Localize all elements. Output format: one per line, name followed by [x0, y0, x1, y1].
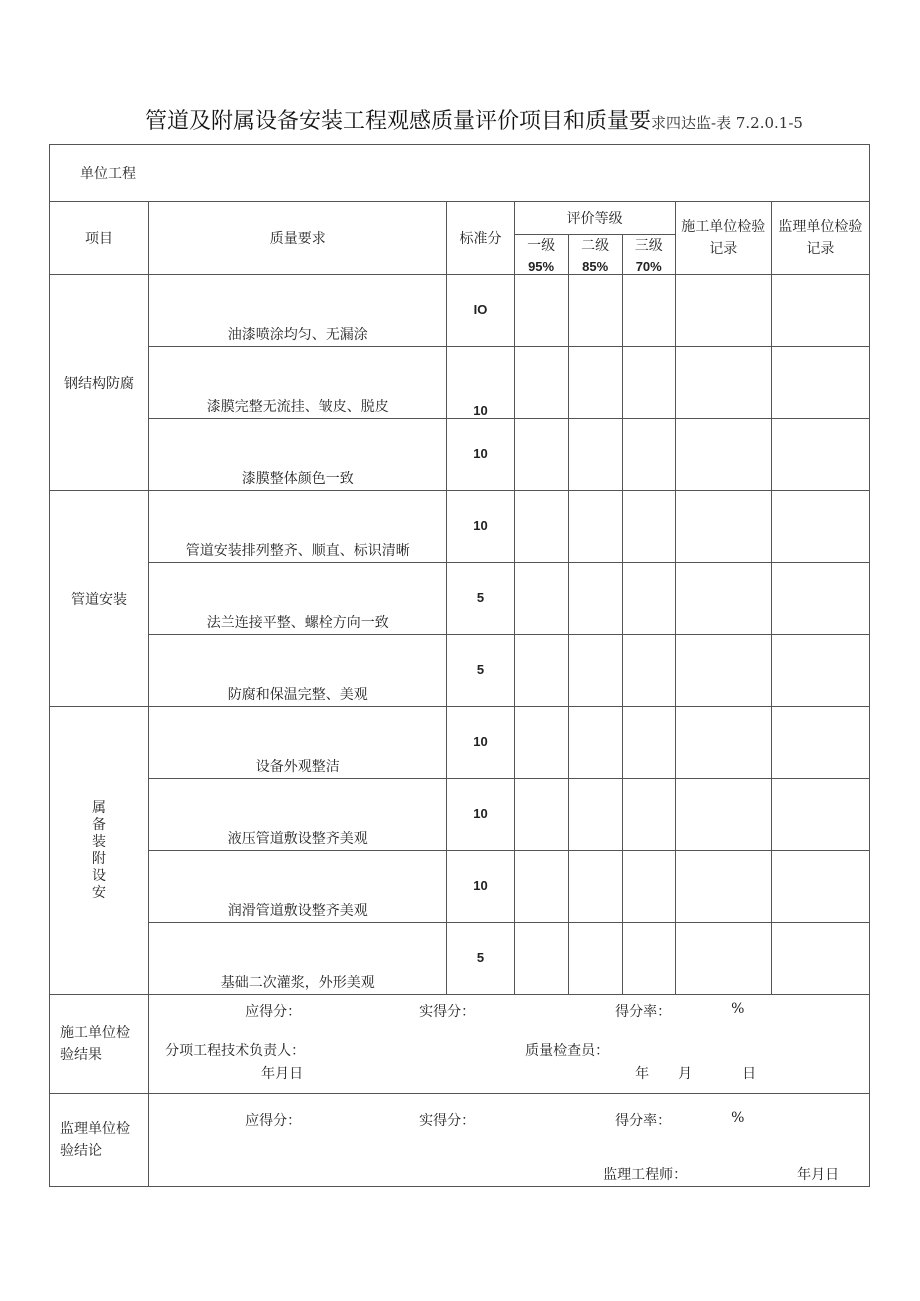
grade2-input[interactable] — [568, 923, 622, 995]
grade1-input[interactable] — [514, 347, 568, 419]
grade1-input[interactable] — [514, 851, 568, 923]
contractor-record-input[interactable] — [675, 563, 771, 635]
contractor-record-input[interactable] — [675, 635, 771, 707]
requirement-cell: 油漆喷涂均匀、无漏涂 — [149, 275, 447, 347]
sup-score-rate-label: 得分率： — [615, 1113, 672, 1129]
group-auxiliary-equipment: 属备装附设安 — [50, 707, 149, 995]
grade3-input[interactable] — [622, 779, 675, 851]
score-rate-label: 得分率： — [615, 1004, 672, 1020]
grade2-input[interactable] — [568, 635, 622, 707]
grade3-input[interactable] — [622, 923, 675, 995]
grade1-input[interactable] — [514, 419, 568, 491]
supervisor-record-input[interactable] — [771, 563, 869, 635]
supervisor-result-cell[interactable] — [149, 1094, 870, 1187]
grade2-input[interactable] — [568, 275, 622, 347]
requirement-cell: 漆膜整体颜色一致 — [149, 419, 447, 491]
table-row — [50, 923, 870, 995]
grade1-input[interactable] — [514, 707, 568, 779]
grade1-input[interactable] — [514, 563, 568, 635]
supervisor-result-label: 监理单位检验结论 — [50, 1094, 149, 1187]
contractor-record-input[interactable] — [675, 491, 771, 563]
unit-project-row — [50, 145, 870, 202]
grade2-input[interactable] — [568, 347, 622, 419]
supervisor-record-input[interactable] — [771, 779, 869, 851]
table-row — [50, 851, 870, 923]
month-label: 月 — [678, 1066, 693, 1082]
contractor-record-input[interactable] — [675, 779, 771, 851]
grade1-input[interactable] — [514, 635, 568, 707]
grade3-input[interactable] — [622, 347, 675, 419]
grade3-input[interactable] — [622, 419, 675, 491]
header-grade3: 三级 70% — [622, 235, 675, 275]
sup-due-score-label: 应得分： — [245, 1113, 302, 1129]
table-row — [50, 419, 870, 491]
score-cell: 5 — [447, 563, 514, 635]
score-cell: 10 — [447, 419, 514, 491]
requirement-cell: 设备外观整洁 — [149, 707, 447, 779]
supervisor-record-input[interactable] — [771, 707, 869, 779]
grade3-pct: 70% — [635, 259, 662, 274]
table-row — [50, 635, 870, 707]
requirement-cell: 漆膜完整无流挂、皱皮、脱皮 — [149, 347, 447, 419]
sup-percent-sign: % — [731, 1110, 745, 1126]
due-score-label: 应得分： — [245, 1004, 302, 1020]
requirement-cell: 管道安装排列整齐、顺直、标识清晰 — [149, 491, 447, 563]
score-cell: 5 — [447, 635, 514, 707]
contractor-result-label: 施工单位检验结果 — [50, 995, 149, 1094]
date-label: 年月日 — [261, 1066, 304, 1082]
supervisor-record-input[interactable] — [771, 851, 869, 923]
contractor-record-input[interactable] — [675, 707, 771, 779]
header-row-1 — [50, 202, 870, 235]
grade3-input[interactable] — [622, 563, 675, 635]
score-cell: 5 — [447, 923, 514, 995]
form-title — [145, 104, 803, 135]
supervisor-record-input[interactable] — [771, 275, 869, 347]
score-cell: 10 — [447, 347, 514, 419]
grade1-input[interactable] — [514, 923, 568, 995]
day-label: 日 — [742, 1066, 757, 1082]
quality-evaluation-table — [49, 144, 870, 1187]
grade1-input[interactable] — [514, 491, 568, 563]
contractor-record-input[interactable] — [675, 347, 771, 419]
percent-sign: % — [731, 1001, 745, 1017]
grade2-input[interactable] — [568, 851, 622, 923]
grade1-input[interactable] — [514, 275, 568, 347]
supervisor-record-input[interactable] — [771, 923, 869, 995]
title-main: 管道及附属设备安装工程观感质量评价项目和质量要 — [145, 109, 652, 134]
requirement-cell: 法兰连接平整、螺栓方向一致 — [149, 563, 447, 635]
supervisor-record-input[interactable] — [771, 419, 869, 491]
grade3-input[interactable] — [622, 851, 675, 923]
contractor-record-input[interactable] — [675, 419, 771, 491]
grade3-input[interactable] — [622, 707, 675, 779]
grade3-input[interactable] — [622, 491, 675, 563]
grade2-input[interactable] — [568, 779, 622, 851]
grade2-input[interactable] — [568, 707, 622, 779]
requirement-cell: 基础二次灌浆，外形美观 — [149, 923, 447, 995]
group-pipe-installation: 管道安装 — [50, 491, 149, 707]
inspector-label: 质量检查员： — [525, 1043, 610, 1059]
header-grade1: 一级 95% — [514, 235, 568, 275]
engineer-label: 监理工程师： — [603, 1167, 688, 1183]
unit-project-label: 单位工程 — [80, 166, 136, 182]
table-row — [50, 347, 870, 419]
contractor-record-input[interactable] — [675, 275, 771, 347]
grade2-input[interactable] — [568, 563, 622, 635]
grade2-input[interactable] — [568, 419, 622, 491]
actual-score-label: 实得分： — [419, 1004, 476, 1020]
group-steel-anticorrosion: 钢结构防腐 — [50, 275, 149, 491]
table-row — [50, 563, 870, 635]
supervisor-record-input[interactable] — [771, 347, 869, 419]
year-label: 年 — [635, 1066, 650, 1082]
table-row — [50, 707, 870, 779]
contractor-record-input[interactable] — [675, 923, 771, 995]
contractor-result-cell[interactable] — [149, 995, 870, 1094]
score-cell: 10 — [447, 491, 514, 563]
table-code: 求四达监-表 7.2.0.1-5 — [651, 114, 803, 132]
header-grade2: 二级 85% — [568, 235, 622, 275]
requirement-cell: 液压管道敷设整齐美观 — [149, 779, 447, 851]
header-contractor-record: 施工单位检验记录 — [675, 202, 771, 275]
contractor-result-row — [50, 995, 870, 1094]
score-cell: 10 — [447, 851, 514, 923]
table-row — [50, 491, 870, 563]
supervisor-record-input[interactable] — [771, 491, 869, 563]
sup-actual-score-label: 实得分： — [419, 1113, 476, 1129]
grade1-pct: 95% — [528, 259, 555, 274]
tech-leader-label: 分项工程技术负责人： — [165, 1043, 306, 1059]
header-supervisor-record: 监理单位检验记录 — [771, 202, 869, 275]
contractor-record-input[interactable] — [675, 851, 771, 923]
score-cell: 10 — [447, 707, 514, 779]
grade2-pct: 85% — [582, 259, 609, 274]
grade1-input[interactable] — [514, 779, 568, 851]
table-row — [50, 275, 870, 347]
grade3-input[interactable] — [622, 275, 675, 347]
score-cell: 10 — [447, 779, 514, 851]
grade3-input[interactable] — [622, 635, 675, 707]
header-item: 项目 — [50, 202, 149, 275]
score-cell: IO — [447, 275, 514, 347]
header-standard-score: 标准分 — [447, 202, 514, 275]
requirement-cell: 润滑管道敷设整齐美观 — [149, 851, 447, 923]
table-row — [50, 779, 870, 851]
header-evaluation-grade: 评价等级 — [514, 202, 675, 235]
sup-date-label: 年月日 — [797, 1167, 840, 1183]
requirement-cell: 防腐和保温完整、美观 — [149, 635, 447, 707]
header-requirement: 质量要求 — [149, 202, 447, 275]
supervisor-record-input[interactable] — [771, 635, 869, 707]
supervisor-result-row — [50, 1094, 870, 1187]
grade2-input[interactable] — [568, 491, 622, 563]
unit-project-cell[interactable] — [50, 145, 870, 202]
